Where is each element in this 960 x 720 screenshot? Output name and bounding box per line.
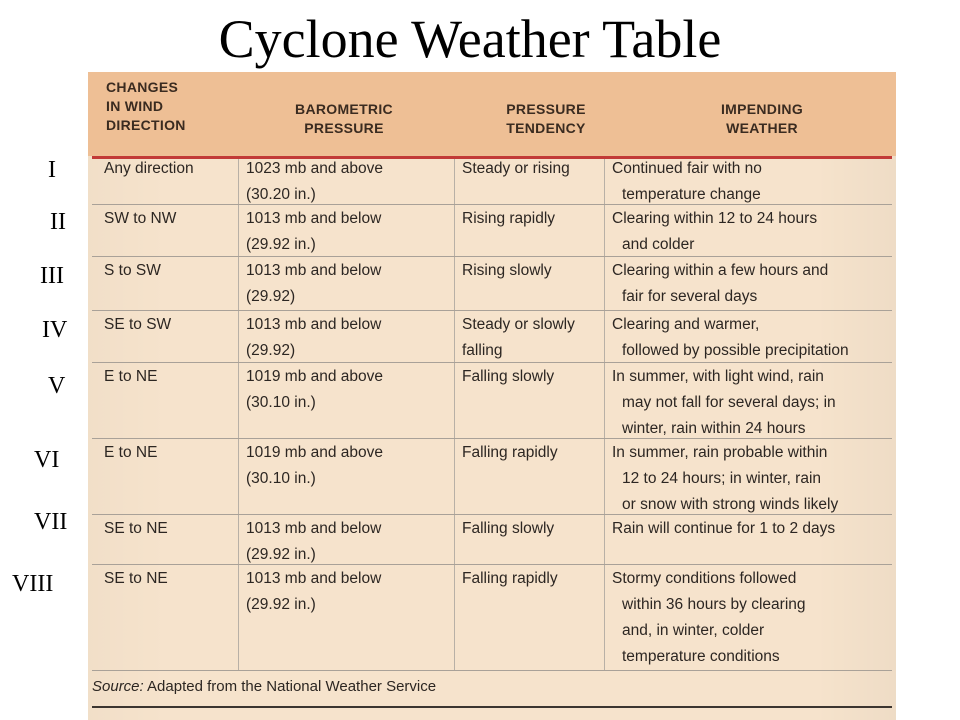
cell-line: SE to SW xyxy=(104,316,172,333)
cell-weather xyxy=(612,206,817,258)
cell-tendency xyxy=(462,156,570,182)
row-label-4: IV xyxy=(42,317,68,343)
cell-wind xyxy=(104,312,171,338)
header-line: DIRECTION xyxy=(106,117,186,133)
source-note xyxy=(92,678,436,695)
cell-pressure xyxy=(246,156,383,208)
row-divider xyxy=(92,310,892,311)
cell-weather xyxy=(612,364,836,442)
cell-line: falling xyxy=(462,342,503,359)
cell-line: 12 to 24 hours; in winter, rain xyxy=(622,470,822,487)
cell-wind xyxy=(104,258,161,284)
header-line: IMPENDING xyxy=(720,101,804,117)
cell-line: and colder xyxy=(622,236,695,253)
cell-line: 1013 mb and below xyxy=(246,210,382,227)
cell-line: Steady or rising xyxy=(462,160,570,177)
cell-line: Any direction xyxy=(104,160,194,177)
cell-line: fair for several days xyxy=(622,288,758,305)
column-header-4 xyxy=(682,100,842,138)
row-label-7: VII xyxy=(34,509,68,535)
row-label-8: VIII xyxy=(12,571,54,597)
cell-tendency xyxy=(462,566,558,592)
cell-pressure xyxy=(246,364,383,416)
cell-weather xyxy=(612,312,849,364)
cell-wind xyxy=(104,440,157,466)
cell-wind xyxy=(104,156,194,182)
table-bottom-rule xyxy=(92,706,892,708)
cell-line: Clearing and warmer, xyxy=(612,316,760,333)
cell-line: SW to NW xyxy=(104,210,177,227)
row-divider xyxy=(92,564,892,565)
header-line: BAROMETRIC xyxy=(295,101,393,117)
cell-line: E to NE xyxy=(104,368,158,385)
cell-line: 1013 mb and below xyxy=(246,316,382,333)
weather-table-scan xyxy=(88,72,896,720)
cell-line: (29.92 in.) xyxy=(246,236,316,253)
row-label-5: V xyxy=(48,373,66,399)
cell-line: 1019 mb and above xyxy=(246,368,384,385)
cell-line: (29.92) xyxy=(246,342,296,359)
column-divider xyxy=(454,159,455,670)
cell-line: (30.10 in.) xyxy=(246,470,316,487)
cell-line: 1013 mb and below xyxy=(246,570,382,587)
cell-line: Falling slowly xyxy=(462,520,555,537)
cell-line: Falling slowly xyxy=(462,368,555,385)
cell-line: Clearing within 12 to 24 hours xyxy=(612,210,818,227)
cell-wind xyxy=(104,364,157,390)
row-divider xyxy=(92,514,892,515)
cell-line: Rising rapidly xyxy=(462,210,556,227)
cell-pressure xyxy=(246,440,383,492)
cell-tendency xyxy=(462,258,552,284)
source-text: Adapted from the National Weather Service xyxy=(143,678,437,695)
cell-line: Rain will continue for 1 to 2 days xyxy=(612,520,836,537)
cell-line: (29.92 in.) xyxy=(246,546,316,563)
row-label-6: VI xyxy=(34,447,60,473)
cell-line: Falling rapidly xyxy=(462,570,558,587)
cell-line: In summer, with light wind, rain xyxy=(612,368,824,385)
source-label: Source: xyxy=(92,678,144,695)
cell-line: and, in winter, colder xyxy=(622,622,765,639)
column-divider xyxy=(604,159,605,670)
cell-line: Clearing within a few hours and xyxy=(612,262,829,279)
cell-tendency xyxy=(462,312,575,364)
row-divider xyxy=(92,362,892,363)
header-line: PRESSURE xyxy=(304,120,384,136)
cell-line: 1019 mb and above xyxy=(246,444,384,461)
cell-line: Continued fair with no xyxy=(612,160,762,177)
row-divider xyxy=(92,670,892,671)
row-divider xyxy=(92,256,892,257)
cell-pressure xyxy=(246,516,381,568)
cell-pressure xyxy=(246,258,381,310)
cell-line: within 36 hours by clearing xyxy=(622,596,806,613)
cell-weather xyxy=(612,566,806,670)
cell-line: (30.20 in.) xyxy=(246,186,316,203)
column-header-3 xyxy=(476,100,616,138)
slide-title: Cyclone Weather Table xyxy=(218,9,722,69)
cell-line: followed by possible precipitation xyxy=(622,342,849,359)
row-label-2: II xyxy=(50,209,66,235)
row-divider xyxy=(92,204,892,205)
cell-line: may not fall for several days; in xyxy=(622,394,836,411)
cell-line: Steady or slowly xyxy=(462,316,575,333)
header-line: WEATHER xyxy=(726,120,798,136)
cell-weather xyxy=(612,156,762,208)
row-label-1: I xyxy=(48,157,56,183)
cell-tendency xyxy=(462,364,554,390)
cell-line: (29.92 in.) xyxy=(246,596,316,613)
header-line: TENDENCY xyxy=(506,120,586,136)
cell-line: SE to NE xyxy=(104,570,168,587)
row-divider xyxy=(92,438,892,439)
cell-line: 1013 mb and below xyxy=(246,520,382,537)
cell-line: 1013 mb and below xyxy=(246,262,382,279)
row-label-3: III xyxy=(40,263,64,289)
cell-line: winter, rain within 24 hours xyxy=(622,420,806,437)
cell-line: S to SW xyxy=(104,262,161,279)
cell-line: Stormy conditions followed xyxy=(612,570,797,587)
cell-tendency xyxy=(462,440,558,466)
cell-weather xyxy=(612,440,838,518)
cell-line: 1023 mb and above xyxy=(246,160,384,177)
column-divider xyxy=(238,159,239,670)
cell-pressure xyxy=(246,206,381,258)
cell-line: Rising slowly xyxy=(462,262,552,279)
cell-wind xyxy=(104,566,168,592)
cell-wind xyxy=(104,516,168,542)
cell-line: temperature conditions xyxy=(622,648,780,665)
cell-pressure xyxy=(246,312,381,364)
cell-weather xyxy=(612,516,835,542)
cell-line: or snow with strong winds likely xyxy=(622,496,839,513)
cell-line: (30.10 in.) xyxy=(246,394,316,411)
cell-line: In summer, rain probable within xyxy=(612,444,828,461)
header-line: IN WIND xyxy=(106,98,164,114)
cell-tendency xyxy=(462,206,555,232)
cell-line: SE to NE xyxy=(104,520,168,537)
cell-line: temperature change xyxy=(622,186,761,203)
cell-line: (29.92) xyxy=(246,288,296,305)
cell-line: Falling rapidly xyxy=(462,444,558,461)
header-line: CHANGES xyxy=(106,79,179,95)
cell-line: E to NE xyxy=(104,444,158,461)
cell-pressure xyxy=(246,566,381,618)
column-header-2 xyxy=(274,100,414,138)
cell-weather xyxy=(612,258,828,310)
cell-tendency xyxy=(462,516,554,542)
cell-wind xyxy=(104,206,176,232)
column-header-1 xyxy=(106,78,236,135)
header-line: PRESSURE xyxy=(506,101,586,117)
